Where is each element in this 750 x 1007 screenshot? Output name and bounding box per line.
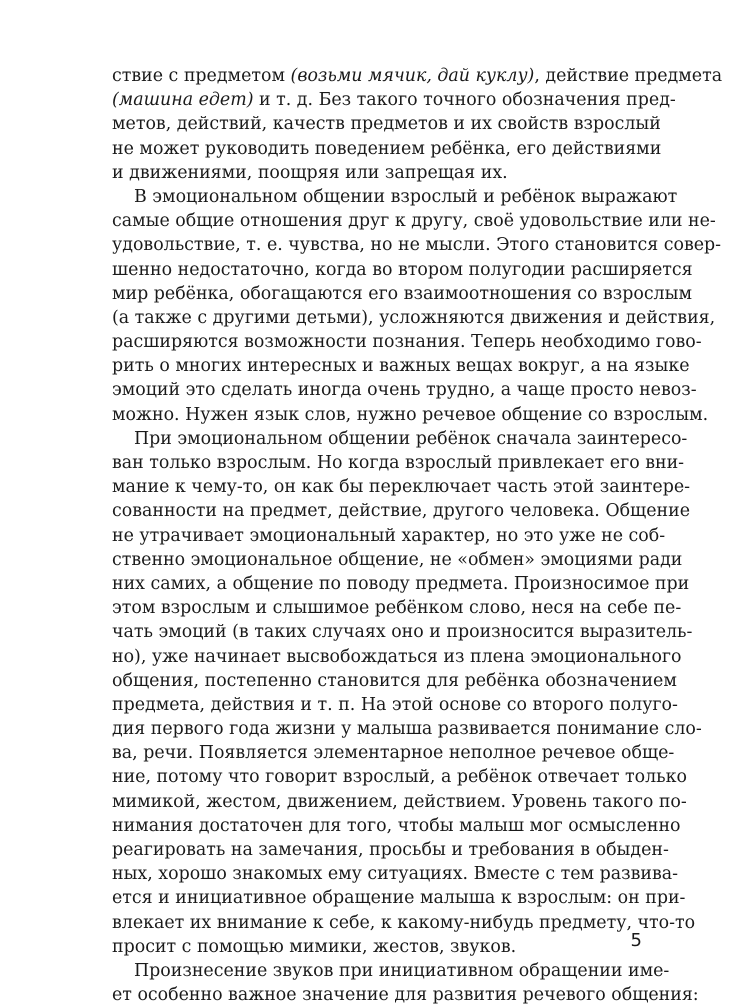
text-segment: ных, хорошо знакомых ему ситуациях. Вместе с тем развива- bbox=[112, 864, 678, 885]
page-number: 5 bbox=[630, 930, 642, 951]
text-line bbox=[112, 935, 640, 959]
text-segment: и т. д. Без такого точного обозначения пред- bbox=[253, 90, 676, 111]
text-line bbox=[112, 161, 640, 185]
text-line bbox=[112, 112, 661, 136]
text-line bbox=[112, 185, 678, 209]
text-segment: и движениями, поощряя или запрещая их. bbox=[112, 162, 508, 183]
text-segment: чать эмоций (в таких случаях оно и произносится выразитель- bbox=[112, 622, 693, 643]
text-segment: этом взрослым и слышимое ребёнком слово, неся на себе пе- bbox=[112, 598, 682, 619]
text-segment: ствие с предметом bbox=[112, 66, 291, 86]
text-segment: ва, речи. Появляется элементарное неполное речевое обще- bbox=[112, 743, 675, 764]
text-segment: метов, действий, качеств предметов и их свойств взрослый bbox=[112, 114, 661, 135]
text-segment: предмета, действия и т. п. На этой основе со второго полуго- bbox=[112, 694, 678, 715]
text-segment: ет особенно важное значение для развития речевого общения: bbox=[112, 985, 699, 1006]
text-line bbox=[112, 354, 690, 378]
text-segment: Произнесение звуков при инициативном обращении име- bbox=[134, 960, 670, 981]
body-text bbox=[112, 64, 723, 1007]
text-segment: но), уже начинает высвобождаться из плена эмоционального bbox=[112, 646, 682, 667]
text-line bbox=[112, 596, 682, 620]
text-segment: В эмоциональном общении взрослый и ребёнок выражают bbox=[134, 186, 678, 207]
text-line bbox=[112, 475, 691, 499]
text-line bbox=[112, 645, 682, 669]
text-segment: (а также с другими детьми), усложняются движения и действия, bbox=[112, 307, 716, 328]
text-line bbox=[112, 959, 670, 983]
text-segment: мир ребёнка, обогащаются его взаимоотношения со взрослым bbox=[112, 283, 692, 304]
text-line bbox=[112, 693, 678, 717]
text-segment: ван только взрослым. Но когда взрослый привлекает его вни- bbox=[112, 453, 685, 473]
text-line bbox=[112, 258, 693, 282]
text-segment: нимания достаточен для того, чтобы малыш мог осмысленно bbox=[112, 815, 681, 836]
text-line bbox=[112, 451, 685, 475]
text-line bbox=[112, 88, 676, 112]
text-line bbox=[112, 64, 723, 88]
text-line bbox=[112, 233, 722, 257]
text-line bbox=[112, 862, 678, 886]
paragraph bbox=[112, 427, 702, 959]
text-segment: дия первого года жизни у малыша развивается понимание сло- bbox=[112, 719, 702, 740]
text-segment: мание к чему-то, он как бы переключает часть этой заинтере- bbox=[112, 477, 691, 498]
text-segment: ственно эмоциональное общение, не «обмен» эмоциями ради bbox=[112, 549, 683, 570]
text-segment: шенно недостаточно, когда во втором полугодии расширяется bbox=[112, 259, 693, 280]
paragraph bbox=[112, 185, 722, 427]
text-line bbox=[112, 403, 709, 427]
text-segment: сованности на предмет, действие, другого человека. Общение bbox=[112, 501, 690, 522]
text-line bbox=[112, 306, 716, 330]
text-line bbox=[112, 814, 681, 838]
text-segment: удовольствие, т. е. чувства, но не мысли. Этого становится совер- bbox=[112, 235, 722, 256]
text-line bbox=[112, 838, 669, 862]
text-line bbox=[112, 330, 702, 354]
text-line bbox=[112, 886, 686, 910]
text-segment: ние, потому что говорит взрослый, а ребёнок отвечает только bbox=[112, 767, 687, 788]
text-line bbox=[112, 790, 687, 814]
text-line bbox=[112, 548, 683, 572]
italic-text: (машина едет) bbox=[112, 90, 254, 111]
text-segment: влекает их внимание к себе, к какому-нибудь предмету, что-то bbox=[112, 912, 696, 933]
text-line bbox=[112, 137, 662, 161]
text-segment: самые общие отношения друг к другу, своё удовольствие или не- bbox=[112, 211, 716, 232]
text-line bbox=[112, 378, 697, 402]
text-segment: не утрачивает эмоциональный характер, но это уже не соб- bbox=[112, 525, 666, 546]
text-segment: , действие предмета bbox=[534, 66, 723, 86]
text-line bbox=[112, 741, 675, 765]
text-segment: можно. Нужен язык слов, нужно речевое общение со взрослым. bbox=[112, 404, 709, 425]
text-segment: не может руководить поведением ребёнка, его действиями bbox=[112, 138, 662, 159]
text-line bbox=[112, 282, 692, 306]
text-line bbox=[112, 717, 702, 741]
paragraph bbox=[112, 64, 723, 185]
text-segment: рить о многих интересных и важных вещах вокруг, а на языке bbox=[112, 356, 690, 377]
text-line bbox=[112, 499, 690, 523]
text-line bbox=[112, 524, 666, 548]
text-segment: общения, постепенно становится для ребёнка обозначением bbox=[112, 670, 677, 691]
text-segment: них самих, а общение по поводу предмета. Произносимое при bbox=[112, 573, 690, 594]
text-line bbox=[112, 983, 699, 1007]
italic-text: (возьми мячик, дай куклу) bbox=[290, 66, 535, 86]
text-segment: мимикой, жестом, движением, действием. Уровень такого по- bbox=[112, 791, 687, 812]
text-line bbox=[112, 572, 690, 596]
text-segment: расширяются возможности познания. Теперь необходимо гово- bbox=[112, 332, 702, 353]
text-line bbox=[112, 620, 693, 644]
text-segment: реагировать на замечания, просьбы и требования в обыден- bbox=[112, 840, 669, 860]
text-line bbox=[112, 427, 688, 451]
text-segment: эмоций это сделать иногда очень трудно, а чаще просто невоз- bbox=[112, 380, 697, 401]
text-line bbox=[112, 209, 716, 233]
text-segment: ется и инициативное обращение малыша к взрослым: он при- bbox=[112, 888, 686, 909]
text-line bbox=[112, 911, 696, 935]
text-segment: При эмоциональном общении ребёнок сначала заинтересо- bbox=[134, 428, 688, 449]
text-line bbox=[112, 669, 677, 693]
text-line bbox=[112, 765, 687, 789]
text-segment: просит с помощью мимики, жестов, звуков. bbox=[112, 936, 517, 957]
